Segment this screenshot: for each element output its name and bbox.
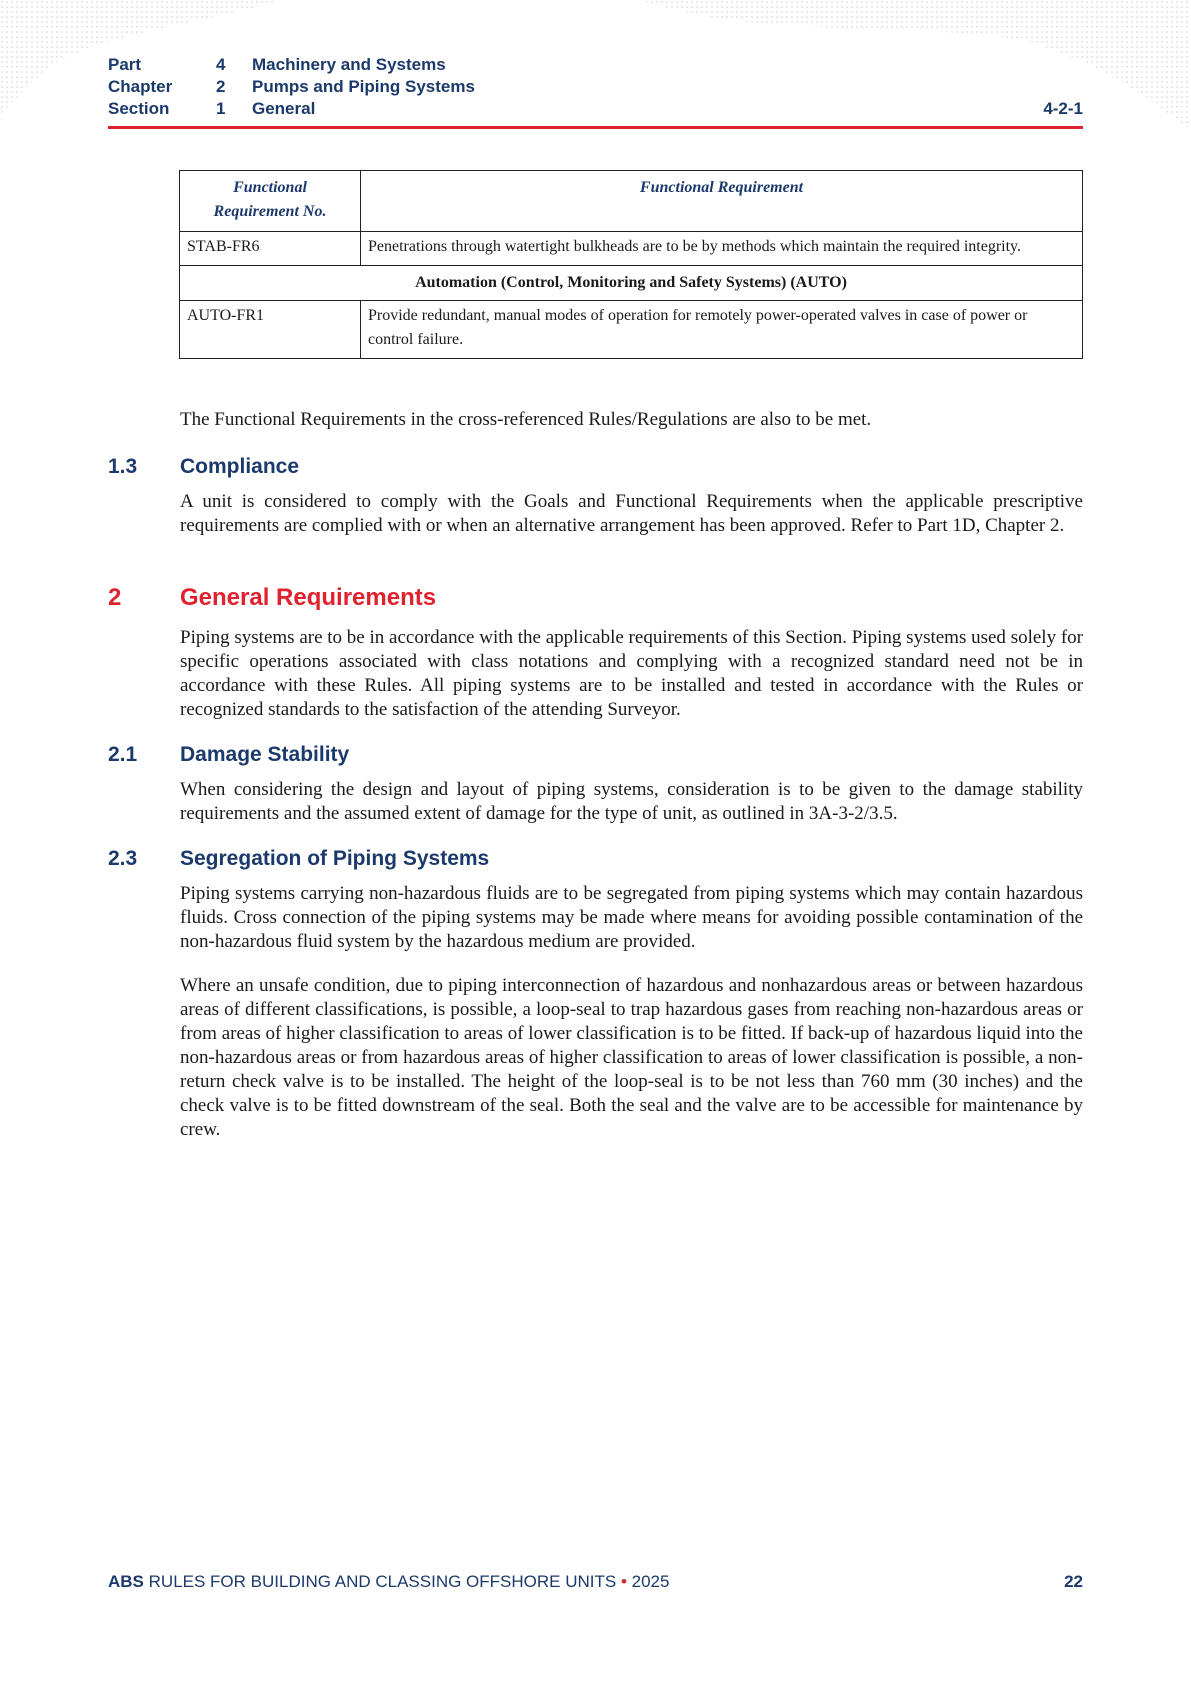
table-row xyxy=(180,232,1083,266)
section-title: Damage Stability xyxy=(180,743,350,766)
footer-title: RULES FOR BUILDING AND CLASSING OFFSHORE UNITS xyxy=(148,1572,617,1591)
table-section-heading: Automation (Control, Monitoring and Safety Systems) (AUTO) xyxy=(180,266,1083,301)
section-number: 2.1 xyxy=(108,743,138,766)
section-title: Compliance xyxy=(180,455,300,478)
header-label: Section xyxy=(108,99,170,118)
header-part-row xyxy=(108,54,1083,76)
header-title: Machinery and Systems xyxy=(252,55,446,74)
paragraph: Where an unsafe condition, due to piping interconnection of hazardous and nonhazardous areas or between hazardous areas of different classifications, is possible, a loop-seal to trap hazardous gases from reaching non-hazardous areas or from areas of higher classification to areas of lower classification is to be fitted. If back-up of hazardous liquid into the non-hazardous areas or from hazardous areas of higher classification to areas of lower classification is possible, a non-return check valve is to be installed. The height of the loop-seal is to be not less than 760 mm (30 inches) and the check valve is to be fitted downstream of the seal. Both the seal and the valve are to be accessible for maintenance by crew. xyxy=(180,975,1083,1140)
requirement-text: Penetrations through watertight bulkheads are to be by methods which maintain the required integrity. xyxy=(361,232,1083,266)
section-title: Segregation of Piping Systems xyxy=(180,847,490,870)
header-label: Part xyxy=(108,55,142,74)
header-rule xyxy=(108,126,1083,129)
header-title: General xyxy=(252,99,316,118)
table-row xyxy=(180,301,1083,359)
section-1-3-body xyxy=(180,490,1083,538)
section-2-1-body xyxy=(180,778,1083,826)
column-header-line: Requirement No. xyxy=(213,203,327,220)
requirement-text: Provide redundant, manual modes of operation for remotely power-operated valves in case of power or control failure. xyxy=(361,301,1083,359)
section-number: 2 xyxy=(108,584,122,611)
footer-brand: ABS xyxy=(108,1572,144,1591)
column-header-requirement: Functional Requirement xyxy=(361,171,1083,232)
column-header-number xyxy=(180,171,361,232)
section-number: 2.3 xyxy=(108,847,138,870)
header-chapter-row xyxy=(108,76,1083,98)
header-label: Chapter xyxy=(108,77,173,96)
section-2-body xyxy=(180,626,1083,722)
requirement-id: AUTO-FR1 xyxy=(180,301,361,359)
table-section-row xyxy=(180,266,1083,301)
section-2-3-body xyxy=(180,882,1083,1142)
paragraph: A unit is considered to comply with the Goals and Functional Requirements when the applicable prescriptive requirements are complied with or when an alternative arrangement has been approved. Refer to Part 1D, Chapter 2. xyxy=(180,491,1083,536)
running-header xyxy=(108,54,1083,120)
paragraph: Piping systems are to be in accordance with the applicable requirements of this Section. Piping systems used solely for specific operations associated with class notations and complying with a recognized standard need not be in accordance with these Rules. All piping systems are to be installed and tested in accordance with the Rules or recognized standards to the satisfaction of the attending Surveyor. xyxy=(180,627,1083,720)
after-table-paragraph xyxy=(180,408,1083,432)
column-header-line: Functional xyxy=(233,179,307,196)
requirement-id: STAB-FR6 xyxy=(180,232,361,266)
paragraph: Piping systems carrying non-hazardous fluids are to be segregated from piping systems which may contain hazardous fluids. Cross connection of the piping systems may be made where means for avoiding possible contamination of the non-hazardous fluid system by the hazardous medium are provided. xyxy=(180,883,1083,952)
section-reference: 4-2-1 xyxy=(1043,99,1083,118)
page-footer xyxy=(108,1572,1083,1592)
table-header-row xyxy=(180,171,1083,232)
header-title: Pumps and Piping Systems xyxy=(252,77,475,96)
header-number: 2 xyxy=(216,77,226,96)
functional-requirements-table xyxy=(179,170,1083,359)
section-title: General Requirements xyxy=(180,584,437,611)
header-section-row xyxy=(108,98,1083,120)
section-number: 1.3 xyxy=(108,455,138,478)
header-number: 4 xyxy=(216,55,226,74)
footer-separator: • xyxy=(620,1572,627,1591)
footer-year: 2025 xyxy=(631,1572,670,1591)
header-number: 1 xyxy=(216,99,226,118)
page-number: 22 xyxy=(1064,1572,1083,1591)
paragraph: The Functional Requirements in the cross-referenced Rules/Regulations are also to be met. xyxy=(180,409,872,430)
paragraph: When considering the design and layout of piping systems, consideration is to be given to the damage stability requirements and the assumed extent of damage for the type of unit, as outlined in 3A-3-2/3.5. xyxy=(180,779,1083,824)
